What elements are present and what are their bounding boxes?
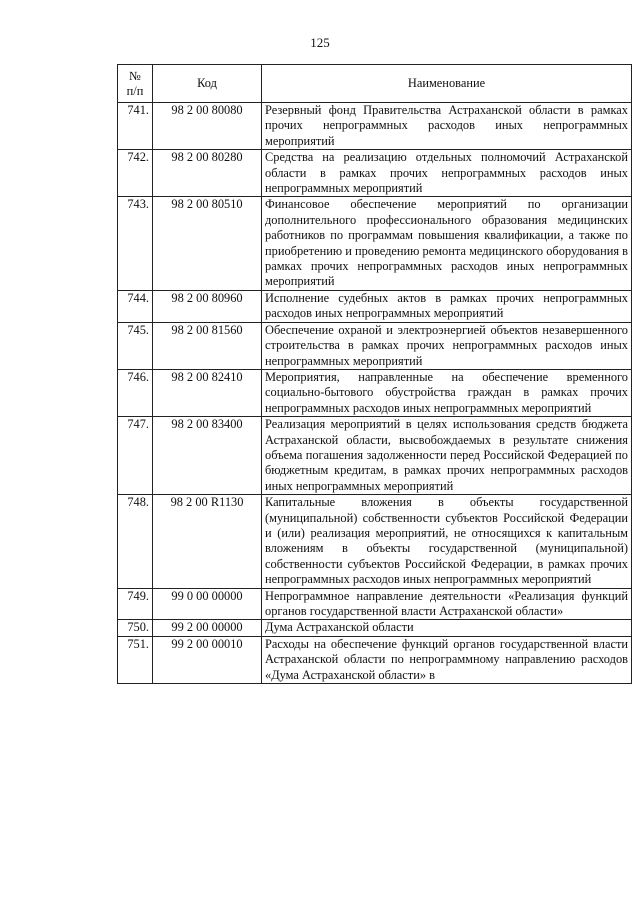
row-number: 748. [118, 495, 153, 588]
table-row [118, 588, 632, 620]
row-name: Средства на реализацию отдельных полномочий Астраханской области в рамках прочих непрограммных расходов иных непрограммных мероприятий [262, 150, 632, 197]
table-row [118, 150, 632, 197]
table-row [118, 636, 632, 683]
row-code: 98 2 00 83400 [153, 417, 262, 495]
row-name: Расходы на обеспечение функций органов государственной власти Астраханской области по непрограммному направлению расходов «Дума Астраханской области» в [262, 636, 632, 683]
row-number: 750. [118, 620, 153, 636]
row-number: 745. [118, 322, 153, 369]
table-row [118, 417, 632, 495]
table-row [118, 197, 632, 290]
row-name: Капитальные вложения в объекты государственной (муниципальной) собственности субъектов Российской Федерации и (или) реализация мероприятий, не относящихся к капитальным вложениям в объекты государственной (муниципальной) собственности субъектов Российской Федерации, в рамках прочих непрограммных расходов иных непрограммных мероприятий [262, 495, 632, 588]
row-code: 98 2 00 81560 [153, 322, 262, 369]
row-name: Резервный фонд Правительства Астраханской области в рамках прочих непрограммных расходов иных непрограммных мероприятий [262, 103, 632, 150]
header-num-line-2: п/п [126, 83, 144, 98]
table-row [118, 322, 632, 369]
row-number: 746. [118, 369, 153, 416]
row-code: 98 2 00 80510 [153, 197, 262, 290]
row-name: Дума Астраханской области [262, 620, 632, 636]
header-code: Код [153, 65, 262, 103]
row-code: 99 2 00 00010 [153, 636, 262, 683]
row-name: Мероприятия, направленные на обеспечение временного социально-бытового обустройства граждан в рамках прочих непрограммных расходов иных непрограммных мероприятий [262, 369, 632, 416]
row-number: 749. [118, 588, 153, 620]
row-code: 98 2 00 80280 [153, 150, 262, 197]
row-number: 742. [118, 150, 153, 197]
row-name: Исполнение судебных актов в рамках прочих непрограммных расходов иных непрограммных мероприятий [262, 290, 632, 322]
header-num [118, 65, 153, 103]
table-row [118, 495, 632, 588]
row-name: Финансовое обеспечение мероприятий по организации дополнительного профессионального образования медицинских работников по программам повышения квалификации, а также по приобретению и проведению ремонта медицинского оборудования в рамках прочих непрограммных расходов иных непрограммных мероприятий [262, 197, 632, 290]
row-code: 98 2 00 82410 [153, 369, 262, 416]
header-num-line-1: № [129, 68, 141, 83]
row-number: 744. [118, 290, 153, 322]
header-name: Наименование [262, 65, 632, 103]
table-row [118, 103, 632, 150]
row-name: Непрограммное направление деятельности «Реализация функций органов государственной власти Астраханской области» [262, 588, 632, 620]
row-code: 98 2 00 80080 [153, 103, 262, 150]
row-code: 99 2 00 00000 [153, 620, 262, 636]
row-number: 747. [118, 417, 153, 495]
budget-code-table [117, 64, 632, 684]
row-name: Реализация мероприятий в целях использования средств бюджета Астраханской области, высвобождаемых в результате снижения объема погашения задолженности перед Российской Федерацией по бюджетным кредитам, в рамках прочих непрограммных расходов иных непрограммных мероприятий [262, 417, 632, 495]
row-code: 98 2 00 R1130 [153, 495, 262, 588]
row-number: 743. [118, 197, 153, 290]
row-code: 99 0 00 00000 [153, 588, 262, 620]
table-header-row [118, 65, 632, 103]
row-number: 751. [118, 636, 153, 683]
row-number: 741. [118, 103, 153, 150]
table-row [118, 290, 632, 322]
table-row [118, 620, 632, 636]
row-code: 98 2 00 80960 [153, 290, 262, 322]
table-row [118, 369, 632, 416]
page-number: 125 [310, 35, 330, 50]
row-name: Обеспечение охраной и электроэнергией объектов незавершенного строительства в рамках прочих непрограммных расходов иных непрограммных мероприятий [262, 322, 632, 369]
